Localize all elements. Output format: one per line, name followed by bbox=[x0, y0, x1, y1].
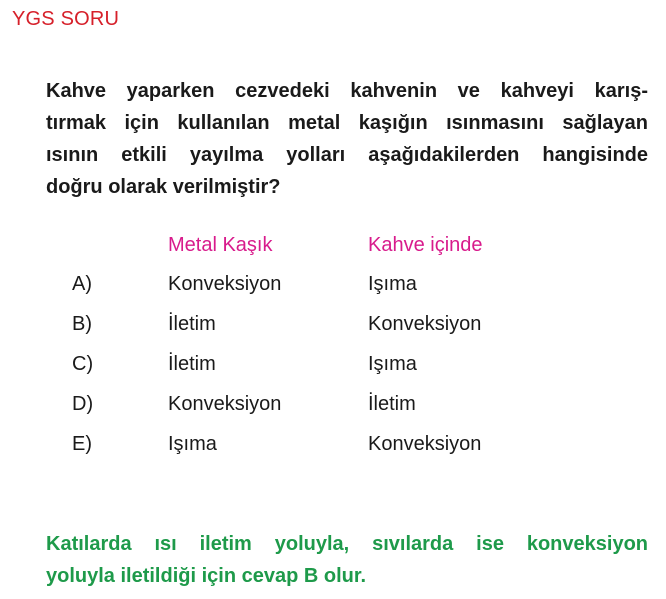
option-letter: E) bbox=[72, 432, 92, 455]
option-row-e[interactable] bbox=[72, 424, 568, 464]
header-in-coffee: Kahve içinde bbox=[368, 233, 483, 256]
option-letter: B) bbox=[72, 312, 92, 335]
option-metal: Konveksiyon bbox=[168, 272, 282, 295]
options-table bbox=[72, 226, 568, 464]
option-metal: İletim bbox=[168, 352, 216, 375]
question-line: tırmak için kullanılan metal kaşığın ısınmasını sağlayan bbox=[46, 112, 648, 134]
option-row-b[interactable] bbox=[72, 304, 568, 344]
section-tag: YGS SORU bbox=[12, 8, 120, 30]
option-coffee: Konveksiyon bbox=[368, 312, 482, 335]
option-metal: Işıma bbox=[168, 432, 217, 455]
option-coffee: Işıma bbox=[368, 272, 417, 295]
option-letter: D) bbox=[72, 392, 94, 415]
option-letter: C) bbox=[72, 352, 94, 375]
option-row-a[interactable] bbox=[72, 264, 568, 304]
option-metal: Konveksiyon bbox=[168, 392, 282, 415]
answer-line: yoluyla iletildiği için cevap B olur. bbox=[46, 565, 367, 587]
option-letter: A) bbox=[72, 272, 92, 295]
answer-line: Katılarda ısı iletim yoluyla, sıvılarda ise konveksiyon bbox=[46, 533, 648, 555]
header-letter bbox=[72, 226, 168, 264]
option-row-d[interactable] bbox=[72, 384, 568, 424]
question-line: ısının etkili yayılma yolları aşağıdakilerden hangisinde bbox=[46, 144, 648, 166]
option-coffee: Işıma bbox=[368, 352, 417, 375]
options-header-row bbox=[72, 226, 568, 264]
question-line: doğru olarak verilmiştir? bbox=[46, 176, 281, 198]
option-coffee: Konveksiyon bbox=[368, 432, 482, 455]
question-line: Kahve yaparken cezvedeki kahvenin ve kahveyi karış- bbox=[46, 80, 648, 102]
option-metal: İletim bbox=[168, 312, 216, 335]
question-text bbox=[46, 75, 648, 203]
option-row-c[interactable] bbox=[72, 344, 568, 384]
option-coffee: İletim bbox=[368, 392, 416, 415]
header-metal-spoon: Metal Kaşık bbox=[168, 233, 273, 256]
answer-explanation bbox=[46, 528, 648, 592]
